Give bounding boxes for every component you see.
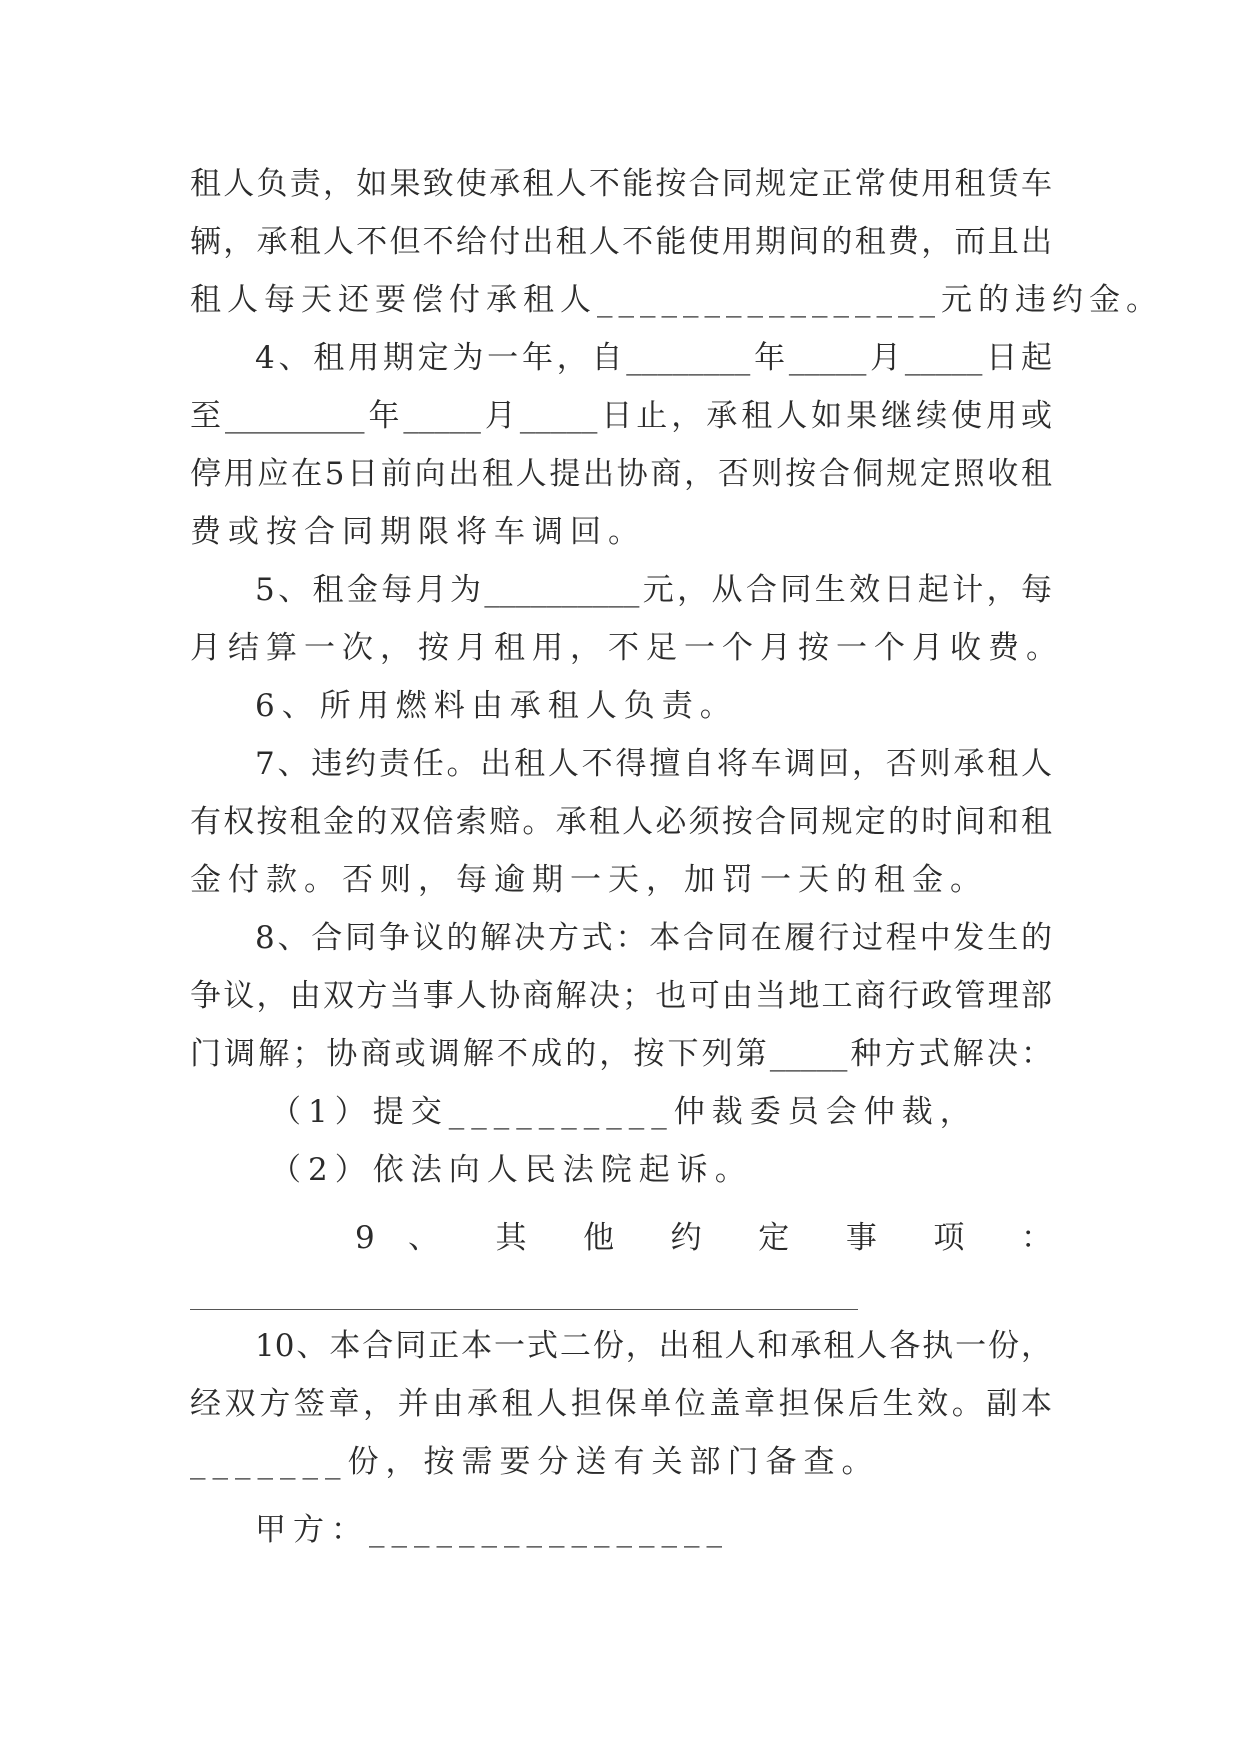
paragraph-line: _______份，按需要分送有关部门备查。: [190, 1444, 880, 1480]
clause-7-line: 7、违约责任。出租人不得擅自将车调回，否则承租人: [255, 746, 1052, 782]
paragraph-line: 经双方签章，并由承租人担保单位盖章担保后生效。副本: [190, 1386, 1052, 1422]
clause-6-line: 6、所用燃料由承租人负责。: [255, 688, 738, 724]
clause-9-line: 9 、 其 他 约 定 事 项 ：: [355, 1220, 1052, 1256]
party-a-signature-line: 甲方：________________: [255, 1512, 729, 1548]
clause-10-line: 10、本合同正本一式二份，出租人和承租人各执一份，: [255, 1328, 1052, 1364]
paragraph-line: 有权按租金的双倍索赔。承租人必须按合同规定的时间和租: [190, 804, 1052, 840]
option-1-line: （1）提交__________仲裁委员会仲裁，: [270, 1094, 978, 1130]
paragraph-line: 至_________年_____月_____日止，承租人如果继续使用或: [190, 398, 1052, 434]
clause-4-line: 4、租用期定为一年，自________年_____月_____日起: [255, 340, 1052, 376]
paragraph-line: 租人负责，如果致使承租人不能按合同规定正常使用租赁车: [190, 166, 1052, 202]
paragraph-line: 月结算一次，按月租用，不足一个月按一个月收费。: [190, 630, 1064, 666]
clause-5-line: 5、租金每月为__________元，从合同生效日起计，每: [255, 572, 1052, 608]
option-2-line: （2）依法向人民法院起诉。: [270, 1152, 753, 1188]
paragraph-line: 门调解；协商或调解不成的，按下列第_____种方式解决：: [190, 1036, 1052, 1072]
paragraph-line: 辆，承租人不但不给付出租人不能使用期间的租费，而且出: [190, 224, 1052, 260]
paragraph-line: 金付款。否则，每逾期一天，加罚一天的租金。: [190, 862, 988, 898]
paragraph-line: 争议，由双方当事人协商解决；也可由当地工商行政管理部: [190, 978, 1052, 1014]
blank-rule: [190, 1309, 858, 1310]
clause-8-line: 8、合同争议的解决方式：本合同在履行过程中发生的: [255, 920, 1052, 956]
paragraph-line: 费或按合同期限将车调回。: [190, 514, 646, 550]
paragraph-line: 租人每天还要偿付承租人________________元的违约金。: [190, 282, 1163, 318]
paragraph-line: 停用应在5日前向出租人提出协商，否则按合侗规定照收租: [190, 456, 1052, 492]
